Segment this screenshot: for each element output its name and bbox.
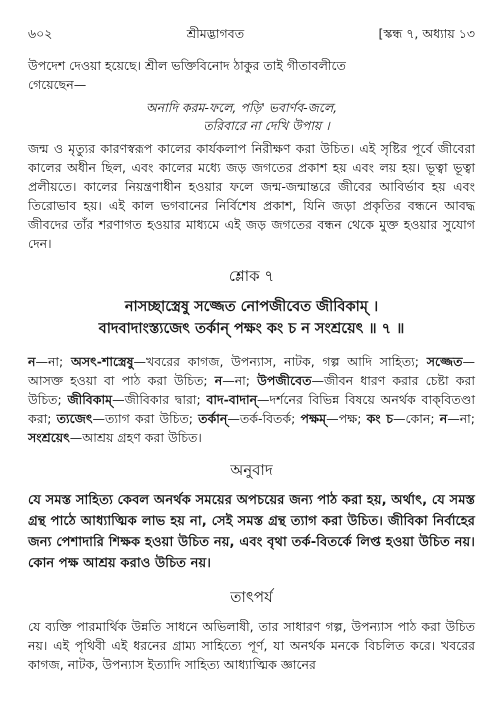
translation-paragraph: যে সমস্ত সাহিত্য কেবল অনর্থক সময়ের অপচয়ের জন্য পাঠ করা হয়, অর্থাৎ, যে সমস্ত গ্রন্থ পাঠে আধ্যাত্মিক লাভ হয় না, সেই সমস্ত গ্রন্থ ত্যাগ করা উচিত। জীবিকা নির্বাহের জন্য পেশাদারি শিক্ষক হওয়া উচিত নয়, এবং বৃথা তর্ক-বিতর্কে লিপ্ত হওয়া উচিত নয়। কোন পক্ষ আশ্রয় করাও উচিত নয়।	[28, 493, 475, 571]
synonym-word: পক্ষম্	[300, 411, 327, 426]
synonym-meaning: না;	[47, 354, 72, 369]
synonym-meaning: জীবন ধারণ করার চেষ্টা করা উচিত;	[28, 373, 475, 407]
intro-line: উপদেশ দেওয়া হয়েছে। শ্রীল ভক্তিবিনোদ ঠাকুর তাই গীতাবলীতে	[28, 58, 346, 73]
synonym-word: উপজীবেত	[257, 373, 312, 388]
synonym-meaning: দর্শনের বিভিন্ন বিষয়ে অনর্থক বাক্‌বিতণ্ডা করা;	[28, 392, 475, 426]
sloka-line-2: বাদবাদাংস্ত্যজেৎ তর্কান্ পক্ষং কং চ ন সংশ্রয়েৎ ॥ ৭ ॥	[98, 321, 405, 337]
synonym-word: ত্যজেৎ	[56, 411, 93, 426]
page-header	[28, 26, 475, 46]
song-quote	[28, 99, 475, 135]
intro-line: গেয়েছেন—	[28, 77, 87, 92]
translation-heading: অনুবাদ	[230, 461, 273, 479]
synonyms-paragraph: ন—না; অসৎ-শাস্ত্রেষু—খবরের কাগজ, উপন্যাস, নাটক, গল্প আদি সাহিত্য; সজ্জেত—আসক্ত হওয়া বা পাঠ করা উচিত; ন—না; উপজীবেত—জীবন ধারণ করার চেষ্টা করা উচিত; জীবিকাম্—জীবিকার দ্বারা; বাদ-বাদান্—দর্শনের বিভিন্ন বিষয়ে অনর্থক বাক্‌বিতণ্ডা করা; ত্যজেৎ—ত্যাগ করা উচিত; তর্কান্—তর্ক-বিতর্ক; পক্ষম্—পক্ষ; কং চ—কোন; ন—না; সংশ্রয়েৎ—আশ্রয় গ্রহণ করা উচিত।	[28, 354, 476, 445]
purport-continued-paragraph: জন্ম ও মৃত্যুর কারণস্বরূপ কালের কার্যকলাপ নিরীক্ষণ করা উচিত। এই সৃষ্টির পূর্বে জীবেরা কালের অধীন ছিল, এবং কালের মধ্যে জড় জগতের প্রকাশ হয় এবং লয় হয়। ভূত্বা ভূত্বা প্রলীয়তে। কালের নিয়ন্ত্রণাধীন হওয়ার ফলে জন্ম-জন্মান্তরে জীবের আবির্ভাব হয় এবং তিরোভাব হয়। এই কাল ভগবানের নির্বিশেষ প্রকাশ, যিনি জড়া প্রকৃতির বন্ধনে আবদ্ধ জীবদের তাঁর শরণাগত হওয়ার মাধ্যমে এই জড় জগতের বন্ধন থেকে মুক্ত হওয়ার সুযোগ দেন।	[28, 141, 475, 251]
intro-paragraph	[28, 56, 475, 94]
chapter-reference: [স্কন্ধ ৭, অধ্যায় ১৩	[378, 26, 475, 41]
synonym-word: সংশ্রয়েৎ	[28, 430, 70, 445]
synonym-meaning: কোন;	[405, 411, 440, 426]
synonym-meaning: তর্ক-বিতর্ক;	[239, 411, 301, 426]
synonym-meaning: না;	[234, 373, 258, 388]
book-title: শ্রীমদ্ভাগবত	[186, 26, 245, 41]
purport-heading: তাৎপর্য	[230, 588, 273, 606]
synonym-meaning: খবরের কাগজ, উপন্যাস, নাটক, গল্প আদি সাহিত্য;	[146, 354, 427, 369]
synonym-word: কং চ	[366, 411, 393, 426]
synonym-word: সজ্জেত	[426, 354, 463, 369]
synonym-word: ন	[439, 411, 448, 426]
sloka-text	[28, 296, 475, 340]
synonym-word: তর্কান্	[198, 411, 228, 426]
synonym-meaning: আশ্রয় গ্রহণ করা উচিত।	[82, 430, 202, 445]
synonym-word: বাদ-বাদান্	[206, 392, 258, 407]
page-number: ৬০২	[28, 26, 53, 41]
song-line-2: তরিবারে না দেখি উপায় ।	[203, 118, 330, 133]
purport-paragraph: যে ব্যক্তি পারমার্থিক উন্নতি সাধনে অভিলাষী, তার সাধারণ গল্প, উপন্যাস পাঠ করা উচিত নয়। এই পৃথিবী এই ধরনের গ্রাম্য সাহিত্যে পূর্ণ, যা অনর্থক মনকে বিচলিত করে। খবরের কাগজ, নাটক, উপন্যাস ইত্যাদি সাহিত্য আধ্যাত্মিক জ্ঞানের	[28, 619, 475, 672]
synonym-word: জীবিকাম্	[67, 392, 113, 407]
song-line-1: অনাদি করম-ফলে, পড়ি' ভবার্ণব-জলে,	[145, 100, 338, 115]
synonym-meaning: জীবিকার দ্বারা;	[124, 392, 207, 407]
synonym-word: অসৎ-শাস্ত্রেষু	[71, 354, 134, 369]
synonym-meaning: আসক্ত হওয়া বা পাঠ করা উচিত;	[28, 373, 215, 388]
synonym-word: ন	[214, 373, 223, 388]
synonym-meaning: না;	[459, 411, 476, 426]
synonym-meaning: পক্ষ;	[338, 411, 367, 426]
synonym-meaning: ত্যাগ করা উচিত;	[105, 411, 199, 426]
sloka-line-1: নাসচ্ছাস্ত্রেষু সজ্জেত নোপজীবেত জীবিকাম্ ।	[124, 299, 379, 315]
synonym-word: ন	[28, 354, 36, 369]
sloka-heading: শ্লোক ৭	[228, 267, 275, 285]
